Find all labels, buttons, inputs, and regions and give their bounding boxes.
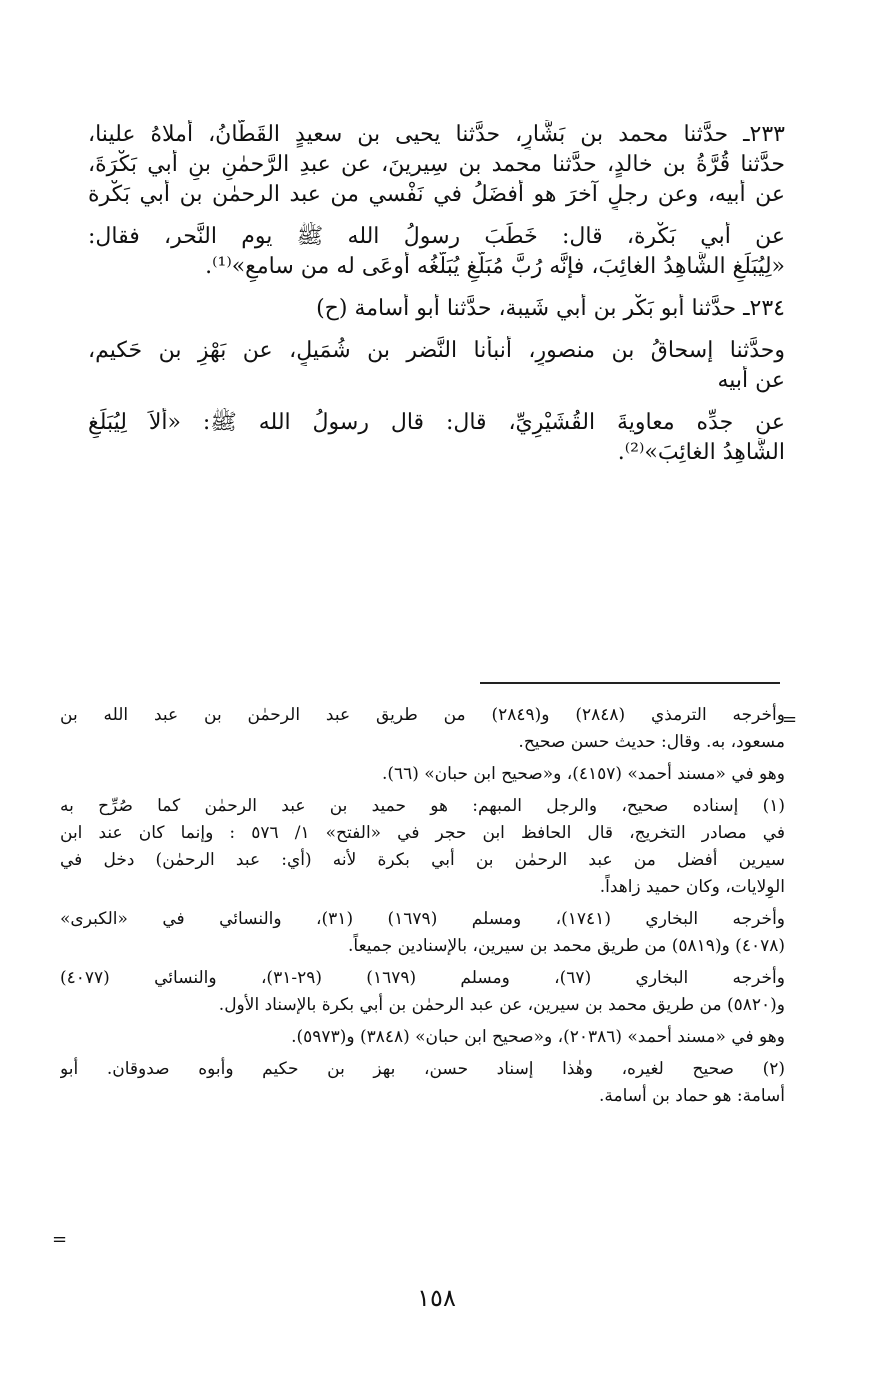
page-number: ١٥٨ [417,1284,456,1312]
footnote-1-line: الوِلايات، وكان حميد زاهداً. [599,877,785,897]
hadith-234-line-3: عن أبيه [717,368,785,393]
continuation-mark-top: = [782,709,798,730]
footnotes [60,702,785,1110]
footnote-1-line: في مصادر التخريج، قال الحافظ ابن حجر في «الفتح» ١/ ٥٧٦ : وإنما كان عند ابن [60,823,785,843]
hadith-233-line-5: «لِيُبَلِّغِ الشَّاهِدُ الغائِبَ، فإنَّه رُبَّ مُبَلَّغٍ يُبَلَّغُه أوعَى له من سامعٍ»⁽¹⁾. [205,254,785,279]
footnote-separator [480,682,780,684]
footnote-1-line: (١) إسناده صحيح، والرجل المبهم: هو حميد بن عبد الرحمٰن كما صُرِّح به [60,796,785,816]
footnote-line: مسعود، به. وقال: حديث حسن صحيح. [518,732,785,752]
hadith-233-line-4: عن أبي بَكْرة، قال: خَطَبَ رسولُ الله ﷺ يوم النَّحر، فقال: [88,224,785,249]
footnote-2-line: أسامة: هو حماد بن أسامة. [599,1086,785,1106]
footnote-1-line: سيرين أفضل من عبد الرحمٰن بن أبي بكرة لأنه (أي: عبد الرحمٰن) دخل في [60,850,785,870]
footnote-1-line: وهو في «مسند أحمد» (٢٠٣٨٦)، و«صحيح ابن حبان» (٣٨٤٨) و(٥٩٧٣). [291,1027,785,1047]
hadith-234-line-2: وحدَّثنا إسحاقُ بن منصورٍ، أنبأنا النَّضر بن شُمَيلٍ، عن بَهْزِ بن حَكيم، [88,338,785,363]
footnote-1-line: و(٥٨٢٠) من طريق محمد بن سيرين، عن عبد الرحمٰن بن أبي بكرة بالإسناد الأول. [218,995,785,1015]
main-text [88,120,785,468]
hadith-233-line-2: حدَّثنا قُرَّةُ بن خالدٍ، حدَّثنا محمد بن سِيرينَ، عن عبدِ الرَّحمٰنِ بنِ أبي بَكْرَةَ، [88,152,785,177]
hadith-234-line-4: عن جدِّه معاويةَ القُشَيْرِيِّ، قال: قال رسولُ الله ﷺ: «ألاَ لِيُبَلِّغِ [88,410,785,435]
hadith-233-line-1: ٢٣٣ـ حدَّثنا محمد بن بَشَّارٍ، حدَّثنا يحيى بن سعيدٍ القَطَّانُ، أملاهُ علينا، [88,122,785,147]
continuation-mark-bottom: = [52,1229,68,1250]
hadith-233-line-3: عن أبيه، وعن رجلٍ آخرَ هو أفضَلُ في نَفْسي من عبد الرحمٰن بن أَبي بَكْرة [88,182,785,207]
hadith-234-line-5: الشَّاهِدُ الغائِبَ»⁽²⁾. [617,440,785,465]
footnote-line: وهو في «مسند أحمد» (٤١٥٧)، و«صحيح ابن حبان» (٦٦). [381,764,785,784]
footnote-1-line: وأخرجه البخاري (١٧٤١)، ومسلم (١٦٧٩) (٣١)، والنسائي في «الكبرى» [60,909,785,929]
hadith-234-line-1: ٢٣٤ـ حدَّثنا أبو بَكْر بن أبي شَيبة، حدَّثنا أبو أسامة (ح) [316,296,785,321]
footnote-2-line: (٢) صحيح لغيره، وهٰذا إسناد حسن، بهز بن حكيم وأبوه صدوقان. أبو [60,1059,785,1079]
footnote-line: وأخرجه الترمذي (٢٨٤٨) و(٢٨٤٩) من طريق عبد الرحمٰن بن عبد الله بن [60,705,785,725]
footnote-1-line: وأخرجه البخاري (٦٧)، ومسلم (١٦٧٩) (٢٩-٣١)، والنسائي (٤٠٧٧) [60,968,785,988]
footnote-1-line: (٤٠٧٨) و(٥٨١٩) من طريق محمد بن سيرين، بالإسنادين جميعاً. [348,936,785,956]
